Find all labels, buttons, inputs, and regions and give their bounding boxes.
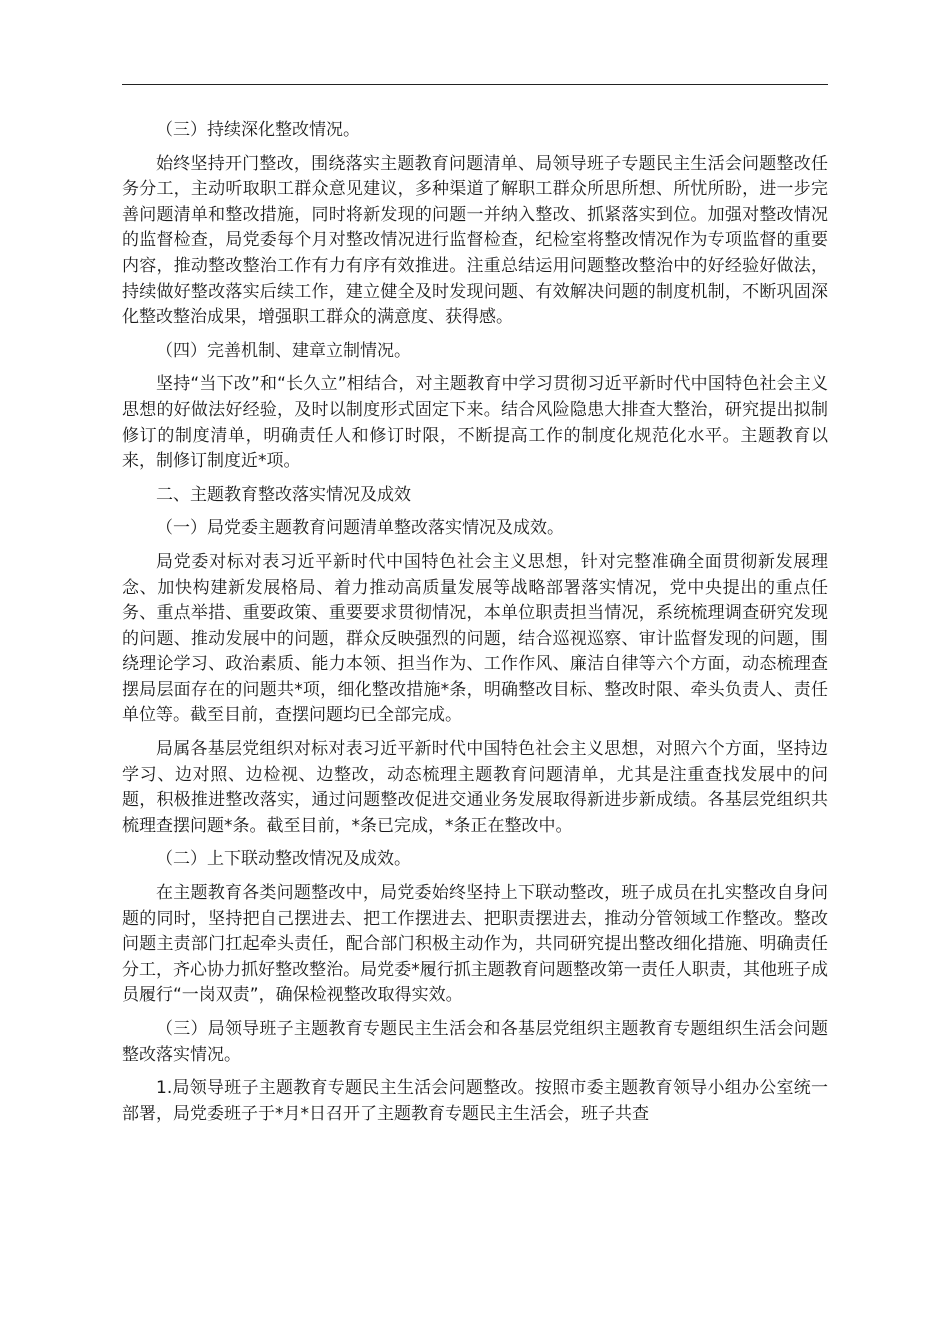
section-heading-mechanism-building: （四）完善机制、建章立制情况。: [156, 340, 411, 361]
paragraph-problem-list: 局党委对标对表习近平新时代中国特色社会主义思想，针对完整准确全面贯彻新发展理念、加快构建新发展格局、着力推动高质量发展等战略部署落实情况，党中央提出的重点任务、重点举措、重要政策、重要要求贯彻情况，本单位职责担当情况，系统梳理调查研究发现的问题、推动发展中的问题，群众反映强烈的问题，结合巡视巡察、审计监督发现的问题，围绕理论学习、政治素质、能力本领、担当作为、工作作风、廉洁自律等六个方面，动态梳理查摆局层面存在的问题共*项，细化整改措施*条，明确整改目标、整改时限、牵头负责人、责任单位等。截至目前，查摆问题均已全部完成。: [122, 551, 828, 726]
subsection-heading-democratic-life-meeting: （三）局领导班子主题教育专题民主生活会和各基层党组织主题教育专题组织生活会问题整改落实情况。: [122, 1019, 828, 1065]
paragraph-mechanism-building: 坚持“当下改”和“长久立”相结合，对主题教育中学习贯彻习近平新时代中国特色社会主义思想的好做法好经验，及时以制度形式固定下来。结合风险隐患大排查大整治，研究提出拟制修订的制度清单，明确责任人和修订时限，不断提高工作的制度化规范化水平。主题教育以来，制修订制度近*项。: [122, 374, 828, 472]
section-heading-continuous-rectification: （三）持续深化整改情况。: [156, 120, 360, 140]
subsection-heading-problem-list: （一）局党委主题教育问题清单整改落实情况及成效。: [156, 518, 564, 539]
paragraph-grassroots-organizations: 局属各基层党组织对标对表习近平新时代中国特色社会主义思想，对照六个方面，坚持边学习、边对照、边检视、边整改，动态梳理主题教育问题清单，尤其是注重查找发展中的问题，积极推进整改落实，通过问题整改促进交通业务发展取得新进步新成绩。各基层党组织共梳理查摆问题*条。截至目前，*条已完成，*条正在整改中。: [122, 739, 828, 836]
paragraph-continuous-rectification: 始终坚持开门整改，围绕落实主题教育问题清单、局领导班子专题民主生活会问题整改任务分工，主动听取职工群众意见建议，多种渠道了解职工群众所思所想、所忧所盼，进一步完善问题清单和整改措施，同时将新发现的问题一并纳入整改、抓紧落实到位。加强对整改情况的监督检查，局党委每个月对整改情况进行监督检查，纪检室将整改情况作为专项监督的重要内容，推动整改整治工作有力有序有效推进。注重总结运用问题整改整治中的好经验好做法，持续做好整改落实后续工作，建立健全及时发现问题、有效解决问题的制度机制，不断巩固深化整改整治成果，增强职工群众的满意度、获得感。: [122, 153, 828, 328]
document-body: [122, 118, 828, 1135]
subsection-heading-linked-rectification: （二）上下联动整改情况及成效。: [156, 849, 411, 870]
section-heading-part-two: 二、主题教育整改落实情况及成效: [156, 484, 411, 505]
paragraph-linked-rectification: 在主题教育各类问题整改中，局党委始终坚持上下联动整改，班子成员在扎实整改自身问题的同时，坚持把自己摆进去、把工作摆进去、把职责摆进去，推动分管领域工作整改。整改问题主责部门扛起牵头责任，配合部门积极主动作为，共同研究提出整改细化措施、明确责任分工，齐心协力抓好整改整治。局党委*履行抓主题教育问题整改第一责任人职责，其他班子成员履行“一岗双责”，确保检视整改取得实效。: [122, 883, 828, 1006]
paragraph-democratic-life-meeting: 1.局领导班子主题教育专题民主生活会问题整改。按照市委主题教育领导小组办公室统一部署，局党委班子于*月*日召开了主题教育专题民主生活会，班子共查: [122, 1078, 828, 1124]
header-rule: [122, 84, 828, 85]
